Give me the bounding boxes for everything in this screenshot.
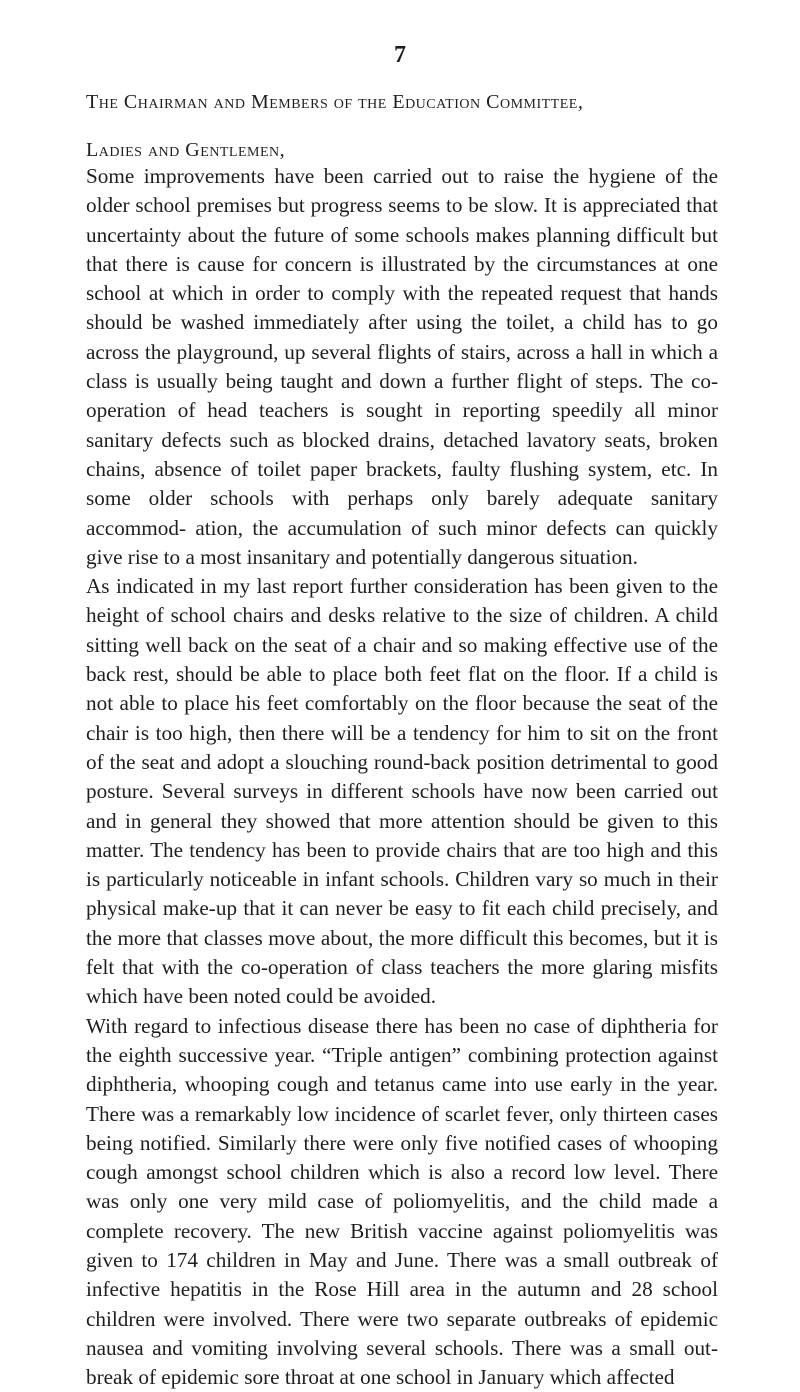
salutation-addressee: The Chairman and Members of the Education Committee, — [86, 91, 584, 113]
salutation-greeting: Ladies and Gentlemen, — [86, 139, 286, 161]
paragraph-infectious-disease: With regard to infectious disease there has been no case of diphtheria for the eighth successive year. “Triple antigen” combining protection against diphtheria, whooping cough and tetanus came into use early in the year. There was a remarkably low incidence of scarlet fever, only thirteen cases being notified. Similarly there were only five notified cases of whooping cough amongst school children which is also a record low level. There was only one very mild case of poliomyelitis, and the child made a complete recovery. The new British vaccine against poliomyelitis was given to 174 children in May and June. There was a small outbreak of infective hepatitis in the Rose Hill area in the autumn and 28 school children were involved. There were two separate outbreaks of epidemic nausea and vomiting involving several schools. There was a small out- break of epidemic sore throat at one school in January which affected — [86, 1013, 718, 1390]
page-number: 7 — [394, 42, 406, 68]
paragraph-school-furniture: As indicated in my last report further consideration has been given to the height of school chairs and desks relative to the size of children. A child sitting well back on the seat of a chair and so making effective use of the back rest, should be able to place both feet flat on the floor. If a child is not able to place his feet comfortably on the floor because the seat of the chair is too high, then there will be a tendency for him to sit on the front of the seat and adopt a slouching round-back position detrimental to good posture. Several surveys in different schools have now been carried out and in general they showed that more attention should be given to this matter. The tendency has been to provide chairs that are too high and this is particularly noticeable in infant schools. Children vary so much in their physical make-up that it can never be easy to fit each child precisely, and the more that classes move about, the more difficult this becomes, but it is felt that with the co-operation of class teachers the more glaring misfits which have been noted could be avoided. — [86, 574, 718, 1009]
paragraph-sanitation: Some improvements have been carried out to raise the hygiene of the older school premises but progress seems to be slow. It is appreciated that uncertainty about the future of some schools makes planning difficult but that there is cause for concern is illustrated by the circumstances at one school at which in order to comply with the repeated request that hands should be washed immediately after using the toilet, a child has to go across the playground, up several flights of stairs, across a hall in which a class is usually being taught and down a further flight of steps. The co-operation of head teachers is sought in reporting speedily all minor sanitary defects such as blocked drains, detached lavatory seats, broken chains, absence of toilet paper brackets, faulty flushing system, etc. In some older schools with perhaps only barely adequate sanitary accommod- ation, the accumulation of such minor defects can quickly give rise to a most insanitary and potentially dangerous situation. — [86, 164, 718, 569]
report-body — [86, 162, 718, 1392]
